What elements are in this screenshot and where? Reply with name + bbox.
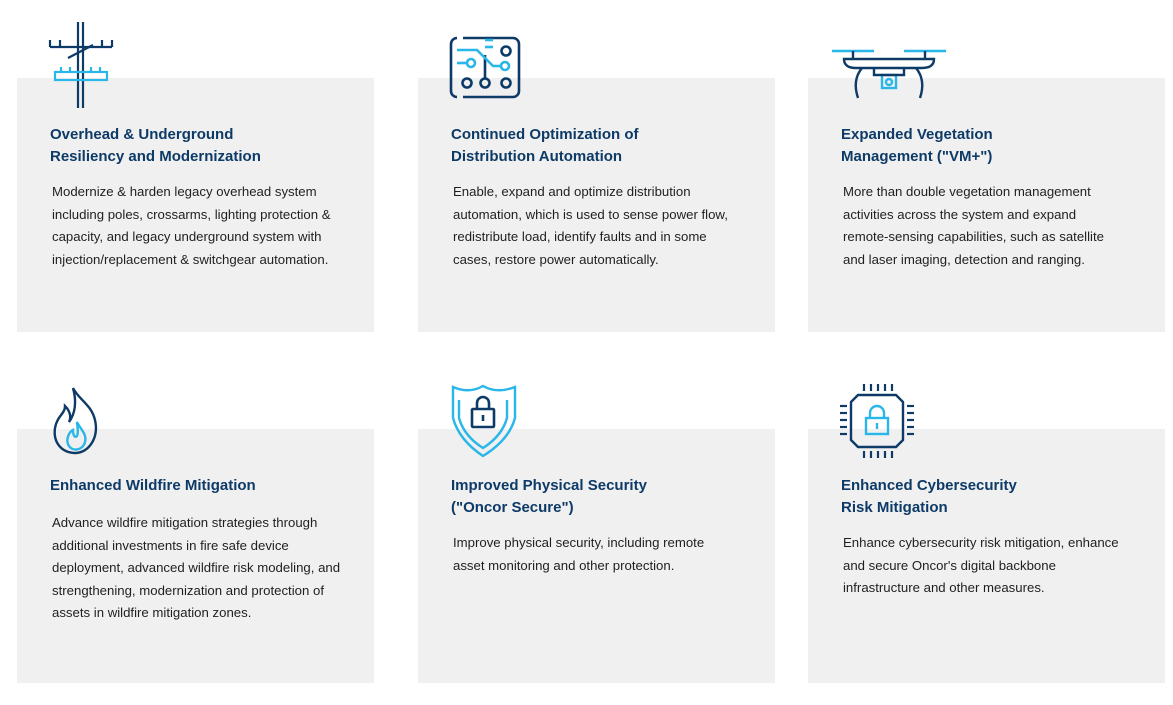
circuit-board-icon xyxy=(449,35,524,103)
card-title-overhead-underground: Overhead & Underground Resiliency and Modernization xyxy=(50,126,261,165)
card-title-cybersecurity: Enhanced Cybersecurity Risk Mitigation xyxy=(841,477,1017,516)
shield-lock-icon xyxy=(449,384,519,458)
card-title-vegetation-management: Expanded Vegetation Management ("VM+") xyxy=(841,126,993,165)
card-description-vegetation-management: More than double vegetation management activities across the system and expand remote-sensing capabilities, such as satellite and laser imaging, detection and ranging. xyxy=(843,184,1104,267)
card-description-wildfire-mitigation: Advance wildfire mitigation strategies through additional investments in fire safe device deployment, advanced wildfire risk modeling, and strengthening, modernization and protection of assets in wildfire mitigation zones. xyxy=(52,515,341,621)
flame-icon xyxy=(51,386,101,456)
chip-lock-icon xyxy=(838,382,916,460)
drone-icon xyxy=(830,48,948,102)
card-title-distribution-automation: Continued Optimization of Distribution Automation xyxy=(451,126,639,165)
card-description-cybersecurity: Enhance cybersecurity risk mitigation, enhance and secure Oncor's digital backbone infrastructure and other measures. xyxy=(843,535,1119,596)
card-description-overhead-underground: Modernize & harden legacy overhead system including poles, crossarms, lighting protection & capacity, and legacy underground system with injection/replacement & switchgear automation. xyxy=(52,184,331,267)
card-title-physical-security: Improved Physical Security ("Oncor Secure") xyxy=(451,477,647,516)
utility-pole-icon xyxy=(46,20,116,110)
card-description-physical-security: Improve physical security, including remote asset monitoring and other protection. xyxy=(453,535,705,573)
card-title-wildfire-mitigation: Enhanced Wildfire Mitigation xyxy=(50,477,256,494)
card-description-distribution-automation: Enable, expand and optimize distribution automation, which is used to sense power flow, redistribute load, identify faults and in some cases, restore power automatically. xyxy=(453,184,728,267)
